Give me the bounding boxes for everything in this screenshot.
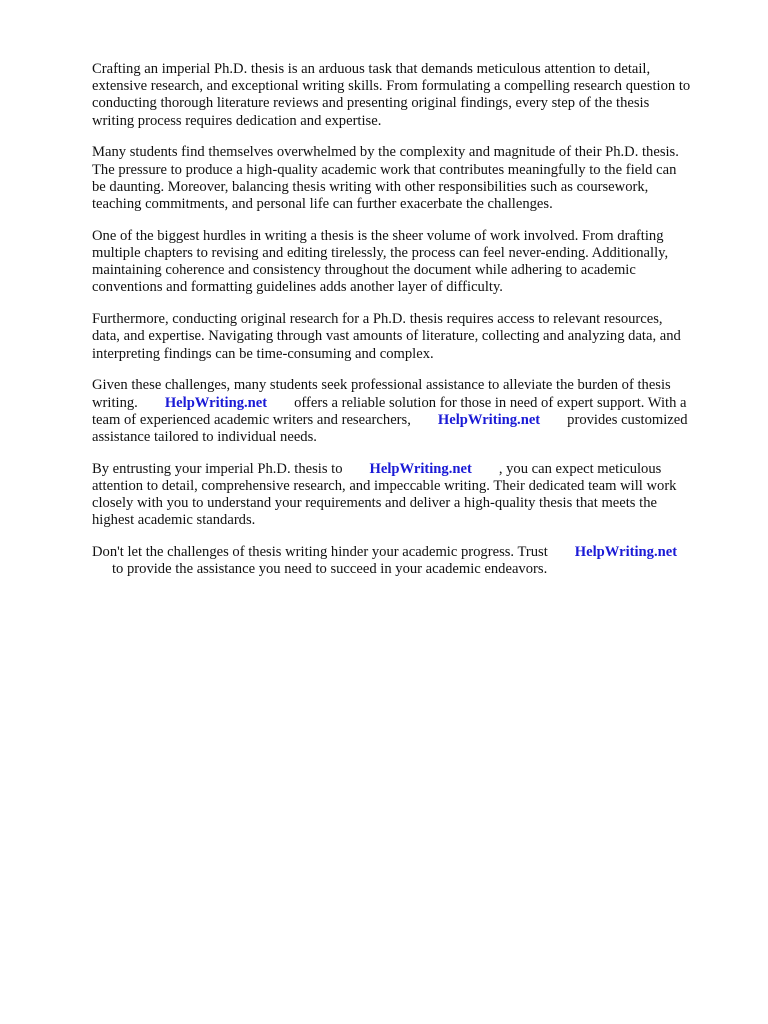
helpwriting-link[interactable]: HelpWriting.net	[164, 394, 268, 411]
text-line: multiple chapters to revising and editing tirelessly, the process can feel never-ending. Additionally,	[92, 245, 669, 262]
helpwriting-link[interactable]: HelpWriting.net	[437, 411, 541, 428]
text-line: maintaining coherence and consistency throughout the document while adhering to academic	[92, 262, 636, 279]
paragraph-5	[92, 377, 732, 446]
paragraph-6	[92, 461, 732, 530]
text-line: be daunting. Moreover, balancing thesis writing with other responsibilities such as coursework,	[92, 178, 649, 195]
text-segment: , you can expect meticulous	[498, 460, 662, 477]
text-line: One of the biggest hurdles in writing a thesis is the sheer volume of work involved. From drafting	[92, 227, 664, 244]
text-line: to provide the assistance you need to succeed in your academic endeavors.	[112, 561, 548, 578]
helpwriting-link[interactable]: HelpWriting.net	[574, 544, 678, 561]
text-segment: provides customized	[567, 411, 688, 428]
text-line	[92, 461, 732, 478]
text-line: data, and expertise. Navigating through vast amounts of literature, collecting and analyzing data, and	[92, 328, 681, 345]
paragraph-3	[92, 228, 732, 297]
text-line: attention to detail, comprehensive research, and impeccable writing. Their dedicated team will work	[92, 478, 677, 495]
text-line: extensive research, and exceptional writing skills. From formulating a compelling research question to	[92, 78, 691, 95]
text-segment: Don't let the challenges of thesis writing hinder your academic progress. Trust	[92, 544, 548, 561]
paragraph-7	[92, 544, 732, 578]
text-line: conducting thorough literature reviews and presenting original findings, every step of the thesis	[92, 95, 650, 112]
text-line	[92, 395, 732, 412]
text-line: highest academic standards.	[92, 512, 256, 529]
text-line: Many students find themselves overwhelmed by the complexity and magnitude of their Ph.D. thesis.	[92, 144, 679, 161]
text-line: closely with you to understand your requirements and deliver a high-quality thesis that meets the	[92, 495, 657, 512]
text-line	[92, 544, 732, 561]
paragraph-4	[92, 311, 732, 363]
text-segment: offers a reliable solution for those in need of expert support. With a	[294, 394, 687, 411]
text-line: The pressure to produce a high-quality academic work that contributes meaningfully to the field can	[92, 161, 677, 178]
text-segment: By entrusting your imperial Ph.D. thesis to	[92, 460, 343, 477]
paragraph-2	[92, 144, 732, 213]
text-line: interpreting findings can be time-consuming and complex.	[92, 345, 434, 362]
text-line: Furthermore, conducting original research for a Ph.D. thesis requires access to relevant resources,	[92, 311, 663, 328]
text-line: writing process requires dedication and expertise.	[92, 112, 382, 129]
text-line: assistance tailored to individual needs.	[92, 429, 317, 446]
paragraph-1	[92, 61, 732, 130]
document-body	[92, 61, 732, 593]
text-line: Given these challenges, many students seek professional assistance to alleviate the burden of thesis	[92, 377, 671, 394]
text-line: teaching commitments, and personal life can further exacerbate the challenges.	[92, 196, 553, 213]
helpwriting-link[interactable]: HelpWriting.net	[369, 460, 472, 477]
text-segment: team of experienced academic writers and researchers,	[92, 411, 411, 428]
text-line	[92, 412, 732, 429]
text-segment: writing.	[92, 394, 138, 411]
text-line: Crafting an imperial Ph.D. thesis is an arduous task that demands meticulous attention to detail,	[92, 61, 651, 77]
text-line: conventions and formatting guidelines adds another layer of difficulty.	[92, 279, 503, 296]
